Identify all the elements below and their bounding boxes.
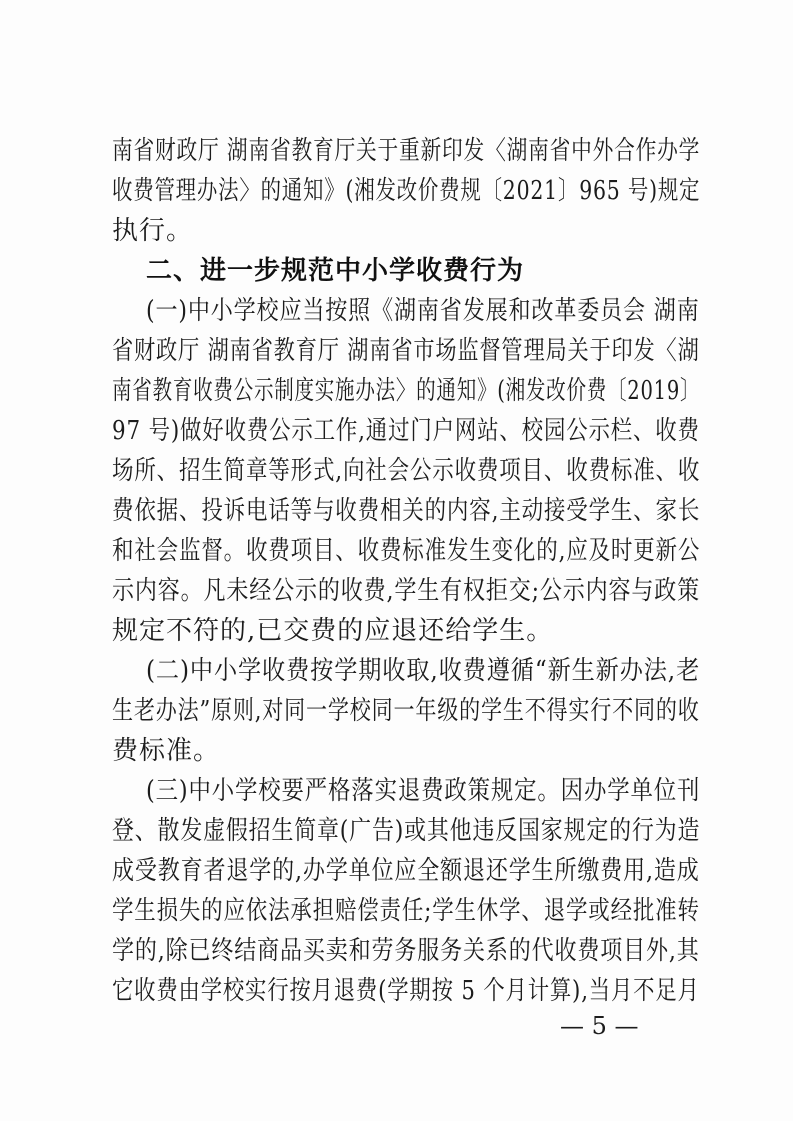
text-line: 南省教育收费公示制度实施办法〉的通知》(湘发改价费〔2019〕 — [112, 376, 701, 406]
text-line: 97 号)做好收费公示工作,通过门户网站、校园公示栏、收费 — [112, 416, 700, 446]
text-line: 收费管理办法〉的通知》(湘发改价费规〔2021〕965 号)规定 — [112, 176, 701, 206]
text-line: 执行。 — [112, 216, 194, 246]
text-line: 成受教育者退学的,办学单位应全额退还学生所缴费用,造成 — [112, 856, 700, 886]
text-line: 它收费由学校实行按月退费(学期按 5 个月计算),当月不足月 — [112, 976, 700, 1006]
text-line: 示内容。凡未经公示的收费,学生有权拒交;公示内容与政策 — [112, 576, 701, 606]
text-line: 规定不符的,已交费的应退还给学生。 — [112, 616, 554, 646]
text-line: 费标准。 — [112, 736, 221, 766]
text-line: 学的,除已终结商品买卖和劳务服务关系的代收费项目外,其 — [112, 936, 700, 966]
text-line: 费依据、投诉电话等与收费相关的内容,主动接受学生、家长 — [112, 496, 701, 526]
text-line: 登、散发虚假招生简章(广告)或其他违反国家规定的行为造 — [112, 816, 701, 846]
text-line: (二)中小学收费按学期收取,收费遵循“新生新办法,老 — [146, 656, 701, 686]
section-heading: 二、进一步规范中小学收费行为 — [146, 256, 525, 286]
text-line: 和社会监督。收费项目、收费标准发生变化的,应及时更新公 — [112, 536, 701, 566]
page-number: — 5 — — [560, 1012, 639, 1040]
text-line: 南省财政厅 湖南省教育厅关于重新印发〈湖南省中外合作办学 — [112, 136, 701, 166]
text-line: 生老办法”原则,对同一学校同一年级的学生不得实行不同的收 — [112, 696, 700, 726]
text-line: 场所、招生简章等形式,向社会公示收费项目、收费标准、收 — [112, 456, 701, 486]
text-line: 学生损失的应依法承担赔偿责任;学生休学、退学或经批准转 — [112, 896, 700, 926]
text-line: (三)中小学校要严格落实退费政策规定。因办学单位刊 — [146, 776, 701, 806]
text-line: (一)中小学校应当按照《湖南省发展和改革委员会 湖南 — [146, 296, 700, 326]
text-line: 省财政厅 湖南省教育厅 湖南省市场监督管理局关于印发〈湖 — [112, 336, 700, 366]
